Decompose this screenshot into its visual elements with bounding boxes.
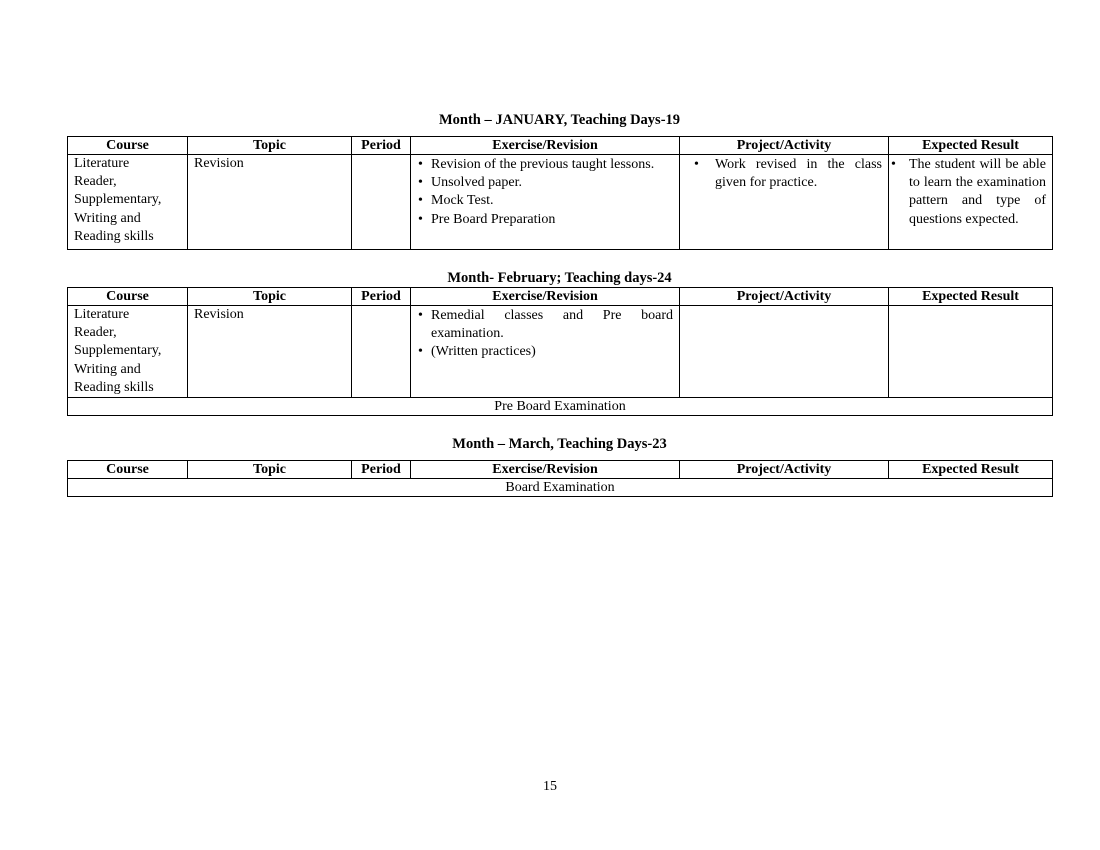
header-course: Course bbox=[68, 288, 188, 306]
header-expected: Expected Result bbox=[889, 137, 1053, 155]
header-exercise: Exercise/Revision bbox=[411, 288, 680, 306]
table-header-row bbox=[68, 288, 1053, 306]
expected-cell bbox=[889, 155, 1053, 250]
table-row bbox=[68, 155, 1053, 250]
exercise-cell bbox=[411, 306, 680, 398]
header-topic: Topic bbox=[188, 137, 352, 155]
header-period: Period bbox=[352, 137, 411, 155]
header-period: Period bbox=[352, 461, 411, 479]
list-item-text: (Written practices) bbox=[431, 344, 536, 360]
january-table bbox=[67, 136, 1053, 250]
bullet-icon: • bbox=[418, 344, 423, 360]
bullet-icon: • bbox=[418, 193, 423, 209]
february-table bbox=[67, 287, 1053, 416]
header-course: Course bbox=[68, 137, 188, 155]
header-exercise: Exercise/Revision bbox=[411, 137, 680, 155]
header-project: Project/Activity bbox=[680, 137, 889, 155]
period-cell bbox=[352, 306, 411, 398]
course-cell bbox=[68, 155, 188, 250]
topic-text: Revision bbox=[194, 307, 244, 322]
project-list bbox=[680, 155, 888, 192]
header-exercise: Exercise/Revision bbox=[411, 461, 680, 479]
header-project: Project/Activity bbox=[680, 288, 889, 306]
list-item bbox=[411, 343, 679, 361]
topic-cell bbox=[188, 306, 352, 398]
header-topic: Topic bbox=[188, 288, 352, 306]
expected-list bbox=[889, 155, 1052, 229]
table-row bbox=[68, 306, 1053, 398]
expected-cell bbox=[889, 306, 1053, 398]
page-number: 15 bbox=[543, 779, 557, 794]
course-line: Writing and bbox=[74, 361, 141, 377]
exercise-list bbox=[411, 155, 679, 229]
course-cell bbox=[68, 306, 188, 398]
header-project: Project/Activity bbox=[680, 461, 889, 479]
period-cell bbox=[352, 155, 411, 250]
exercise-cell bbox=[411, 155, 680, 250]
list-item bbox=[411, 156, 679, 174]
january-section bbox=[67, 111, 1052, 250]
course-line: Reading skills bbox=[74, 228, 154, 244]
list-item-text: The student will be able to learn the examination pattern and type of questions expected. bbox=[909, 157, 1046, 227]
february-section bbox=[67, 269, 1052, 416]
course-line: Reader, bbox=[74, 325, 117, 341]
list-item-text: Mock Test. bbox=[431, 193, 494, 209]
course-line: Supplementary, bbox=[74, 343, 162, 359]
board-exam-row: Board Examination bbox=[68, 479, 1053, 497]
project-cell bbox=[680, 306, 889, 398]
table-header-row bbox=[68, 137, 1053, 155]
exercise-list bbox=[411, 306, 679, 362]
header-course: Course bbox=[68, 461, 188, 479]
course-line: Writing and bbox=[74, 210, 141, 226]
course-line: Reading skills bbox=[74, 379, 154, 395]
list-item-text: Revision of the previous taught lessons. bbox=[431, 157, 655, 172]
course-line: Reader, bbox=[74, 174, 117, 190]
header-period: Period bbox=[352, 288, 411, 306]
table-header-row bbox=[68, 461, 1053, 479]
bullet-icon: • bbox=[694, 157, 699, 172]
list-item-text: Remedial classes and Pre board examination. bbox=[431, 308, 673, 342]
list-item bbox=[889, 156, 1052, 229]
list-item bbox=[411, 192, 679, 210]
course-line: Literature bbox=[74, 156, 130, 171]
table-row bbox=[68, 479, 1053, 497]
header-expected: Expected Result bbox=[889, 288, 1053, 306]
bullet-icon: • bbox=[418, 175, 423, 191]
topic-cell bbox=[188, 155, 352, 250]
february-title: Month- February; Teaching days-24 bbox=[447, 270, 672, 286]
bullet-icon: • bbox=[891, 157, 896, 172]
table-row bbox=[68, 398, 1053, 416]
march-section bbox=[67, 435, 1052, 497]
list-item bbox=[680, 156, 888, 192]
bullet-icon: • bbox=[418, 211, 423, 227]
course-line: Supplementary, bbox=[74, 192, 162, 208]
january-title: Month – JANUARY, Teaching Days-19 bbox=[438, 112, 681, 128]
pre-board-row: Pre Board Examination bbox=[68, 398, 1053, 416]
header-topic: Topic bbox=[188, 461, 352, 479]
list-item bbox=[411, 174, 679, 192]
list-item-text: Work revised in the class given for practice. bbox=[715, 157, 882, 191]
list-item-text: Pre Board Preparation bbox=[431, 211, 556, 227]
march-table bbox=[67, 460, 1053, 497]
project-cell bbox=[680, 155, 889, 250]
course-line: Literature bbox=[74, 307, 130, 322]
march-title: Month – March, Teaching Days-23 bbox=[452, 436, 667, 452]
topic-text: Revision bbox=[194, 156, 244, 171]
list-item bbox=[411, 211, 679, 229]
header-expected: Expected Result bbox=[889, 461, 1053, 479]
list-item bbox=[411, 307, 679, 343]
bullet-icon: • bbox=[418, 157, 423, 172]
list-item-text: Unsolved paper. bbox=[431, 175, 522, 191]
bullet-icon: • bbox=[418, 308, 423, 323]
